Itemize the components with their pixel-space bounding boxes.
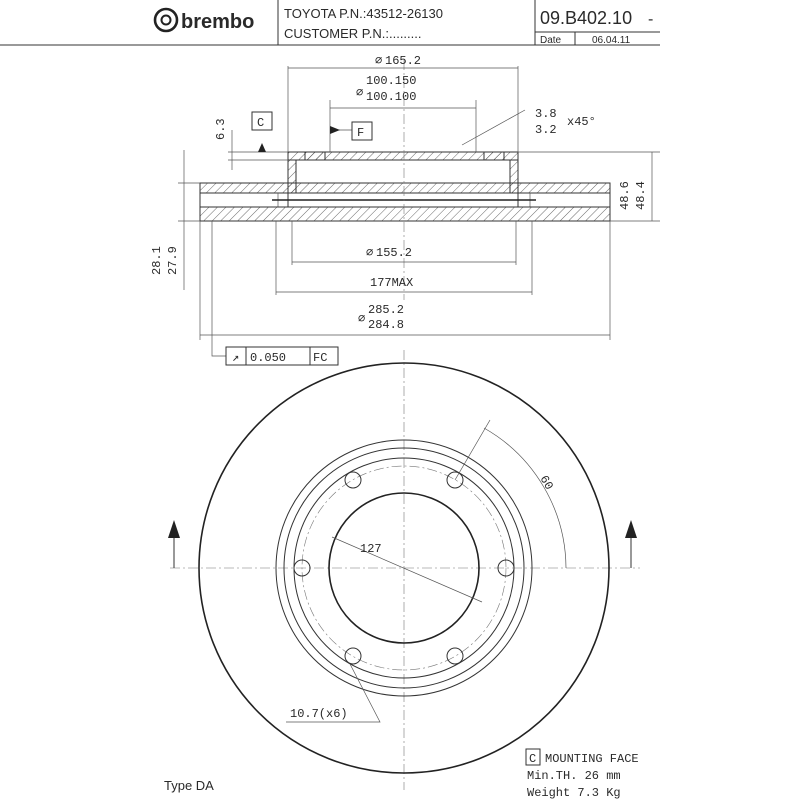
mounting-key: C — [529, 752, 537, 766]
holes-callout: 10.7(x6) — [290, 707, 348, 721]
chamfer-lower: 3.2 — [535, 123, 557, 137]
section-arrow-left — [168, 520, 180, 538]
brembo-logo — [155, 9, 254, 33]
pcd-leader — [332, 537, 482, 602]
bolt-hole — [447, 648, 463, 664]
chamfer-angle: x45° — [567, 115, 596, 129]
dim-inner-diameter: 155.2 — [376, 246, 413, 260]
runout-symbol: ↗ — [232, 351, 240, 365]
runout-tolerance: 0.050 — [250, 351, 287, 365]
type-label: Type DA — [164, 778, 214, 793]
oem-part-number: TOYOTA P.N.:43512-26130 — [284, 6, 443, 21]
front-view — [168, 350, 640, 790]
title-block — [0, 0, 660, 46]
part-number-suffix: - — [648, 11, 654, 28]
section-view — [150, 54, 660, 365]
section-arrow-right — [625, 520, 637, 538]
dim-hat-diameter: 165.2 — [385, 54, 422, 68]
datum-f-arrow — [330, 126, 340, 134]
angle-label: 60 — [536, 473, 556, 493]
footer-notes — [164, 749, 639, 800]
customer-part-number: CUSTOMER P.N.:......... — [284, 26, 422, 41]
dim-bore-upper: 100.150 — [366, 74, 417, 88]
runout-datum: FC — [313, 351, 328, 365]
dim-outer-upper: 285.2 — [368, 303, 405, 317]
part-number: 09.B402.10 — [540, 8, 633, 28]
brand-name: brembo — [181, 11, 255, 33]
angle-arc — [484, 428, 566, 568]
bolt-hole — [345, 472, 361, 488]
height-lower: 48.4 — [634, 181, 648, 210]
datum-f-label: F — [357, 126, 365, 140]
bolt-hole — [345, 648, 361, 664]
datum-c-label: C — [257, 116, 265, 130]
pcd-label: 127 — [360, 542, 382, 556]
weight: Weight 7.3 Kg — [527, 786, 621, 800]
chamfer-upper: 3.8 — [535, 107, 557, 121]
dim-outer-lower: 284.8 — [368, 318, 405, 332]
thickness-upper: 28.1 — [150, 246, 164, 275]
dim-bore-lower: 100.100 — [366, 90, 417, 104]
mounting-face-label: MOUNTING FACE — [545, 752, 639, 766]
dim-max-diameter: 177MAX — [370, 276, 414, 290]
thickness-lower: 27.9 — [166, 246, 180, 275]
height-upper: 48.6 — [618, 181, 632, 210]
min-thickness: Min.TH. 26 mm — [527, 769, 621, 783]
friction-plate-bottom — [200, 207, 610, 221]
date-label: Date — [540, 35, 562, 46]
dim-hat-diameter-symbol: ⌀ — [375, 54, 383, 68]
dim-outer-symbol: ⌀ — [358, 312, 366, 326]
datum-c-marker — [258, 143, 266, 152]
dim-inner-symbol: ⌀ — [366, 246, 374, 260]
hat-bolt-right — [484, 152, 504, 160]
hat-thickness: 6.3 — [214, 118, 228, 140]
date-value: 06.04.11 — [592, 35, 631, 46]
hat-bolt-left — [305, 152, 325, 160]
friction-plate-top — [200, 183, 610, 193]
dim-bore-symbol: ⌀ — [356, 86, 364, 100]
